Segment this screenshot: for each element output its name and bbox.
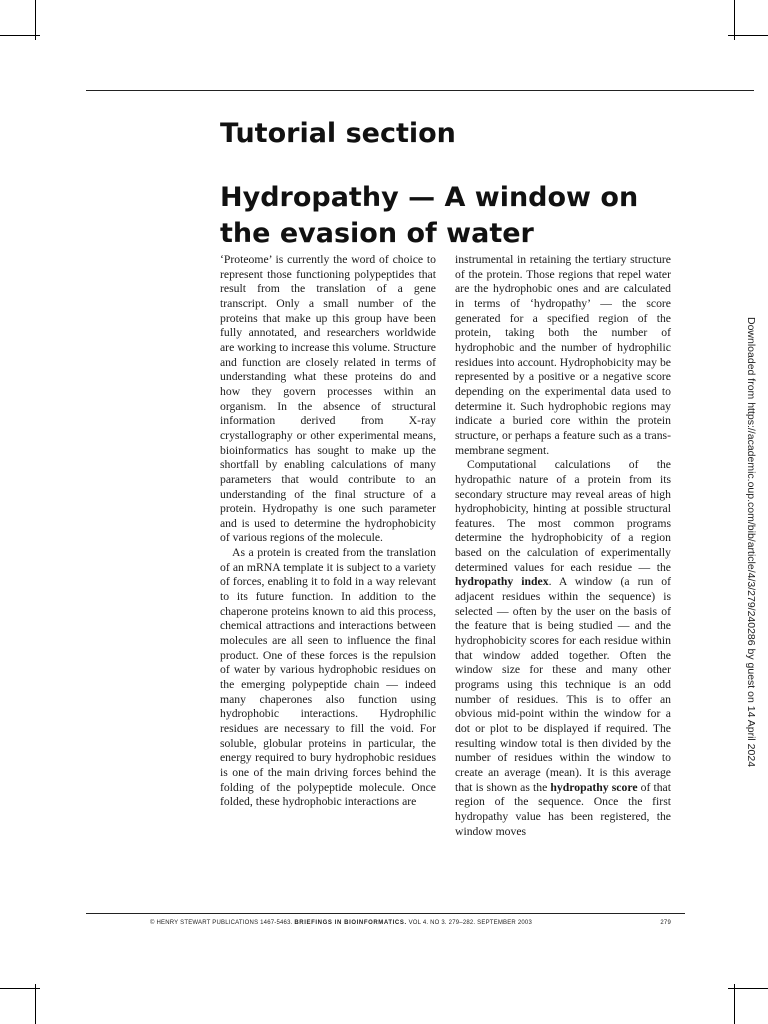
- footer-publisher: © HENRY STEWART PUBLICATIONS 1467-5463.: [150, 920, 293, 926]
- term-hydropathy-index: hydropathy index: [455, 575, 549, 589]
- paragraph: [455, 458, 671, 839]
- left-column: [220, 253, 436, 810]
- crop-mark-right-top: [728, 35, 768, 36]
- crop-mark-top-left: [35, 0, 36, 40]
- right-column: [455, 253, 671, 839]
- text-run: . A window (a run of adjacent residues within the sequence) is selected — often by the user on the basis of the feature that is being studied — and the hydrophobicity scores for each residue within that window added together. Often the window size for these and many other programs using this technique is an odd number of residues. This is to offer an obvious mid-point within the window for a dot or plot to be displayed if required. The resulting window total is then divided by the number of residues within the window to create an average (mean). It is this average that is shown as the: [455, 575, 672, 794]
- text-run: Computational calculations of the hydropathic nature of a protein from its secondary structure may reveal areas of high hydrophobicity, hinting at possible structural features. The most common programs determine the hydrophobicity of a region based on the calculation of experimentally determined values for each residue — the: [455, 458, 671, 574]
- text-run: of that region of the sequence. Once the first hydropathy value has been registered, the window moves: [455, 780, 671, 838]
- paragraph: As a protein is created from the translation of an mRNA template it is subject to a variety of forces, enabling it to fold in a way relevant to its future function. In addition to the chaperone proteins known to aid this process, chemical attractions and interactions between molecules are all seen to influence the final product. One of these forces is the repulsion of water by various hydrophobic residues on the emerging polypeptide chain — indeed many chaperones also function using hydrophobic interactions. Hydrophilic residues are necessary to fill the void. For soluble, globular proteins in particular, the energy required to bury hydrophobic residues is one of the main driving forces behind the folding of the polypeptide molecule. Once folded, these hydrophobic interactions are: [220, 546, 436, 809]
- crop-mark-top-right: [734, 0, 735, 40]
- footer-citation: [150, 920, 532, 926]
- footer-issue: VOL 4. NO 3. 279–282. SEPTEMBER 2003: [408, 920, 532, 926]
- download-watermark: Downloaded from https://academic.oup.com/bib/article/4/3/279/240286 by guest on 14 April 2024: [745, 317, 757, 768]
- page-number: 279: [660, 920, 671, 926]
- crop-mark-left-bottom: [0, 988, 40, 989]
- crop-mark-bottom-right: [734, 984, 735, 1024]
- article-title: Hydropathy — A window on the evasion of water: [220, 182, 639, 249]
- crop-mark-left-top: [0, 35, 40, 36]
- footer-rule: [86, 913, 685, 914]
- paragraph: ‘Proteome’ is currently the word of choice to represent those functioning polypeptides that result from the translation of a gene transcript. Only a small number of the proteins that make up this group have been fully annotated, and researchers worldwide are working to increase this volume. Structure and function are closely related in terms of understanding what these proteins do and how they govern processes within an organism. In the absence of structural information derived from X-ray crystallography or other experimental means, bioinformatics has sought to make up the shortfall by enabling calculations of many parameters that would contribute to an understanding of the final structure of a protein. Hydropathy is one such parameter and is used to determine the hydrophobicity of various regions of the molecule.: [220, 253, 436, 545]
- page-footer: [150, 920, 671, 926]
- crop-mark-bottom-left: [35, 984, 36, 1024]
- header-rule: [86, 90, 754, 91]
- term-hydropathy-score: hydropathy score: [550, 780, 638, 794]
- crop-mark-right-bottom: [728, 988, 768, 989]
- section-title: Tutorial section: [220, 118, 456, 149]
- paragraph: instrumental in retaining the tertiary structure of the protein. Those regions that repel water are the hydrophobic ones and are calculated in terms of ‘hydropathy’ — the score generated for a specified region of the protein, taking both the number of hydrophobic and the number of hydrophilic residues into account. Hydrophobicity may be represented by a positive or a negative score depending on the experimental data used to determine it. Such hydrophobic regions may indicate a buried core within the protein structure, or perhaps a feature such as a trans-membrane segment.: [455, 253, 671, 457]
- footer-journal: BRIEFINGS IN BIOINFORMATICS.: [294, 920, 407, 926]
